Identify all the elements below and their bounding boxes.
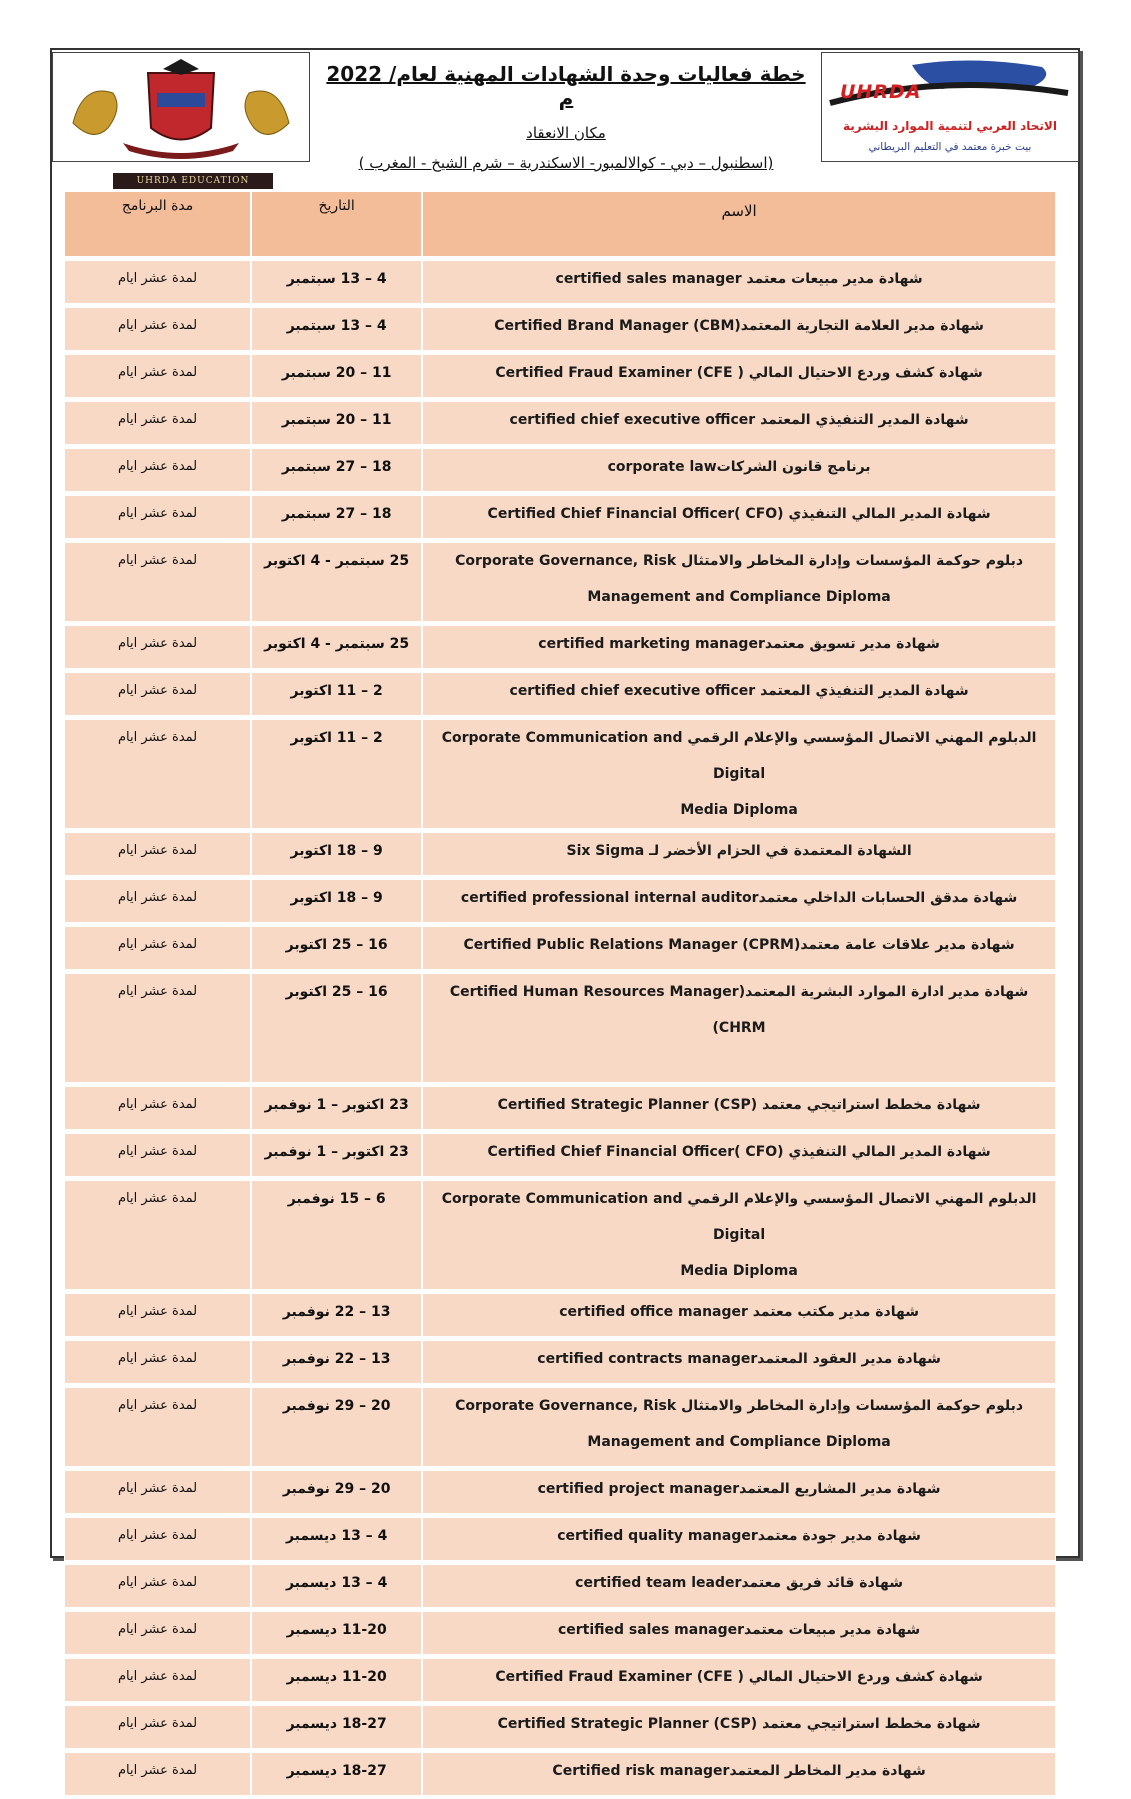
table-row <box>64 719 1056 829</box>
table-row <box>64 672 1056 716</box>
row-name-line: شهادة مخطط استراتيجي معتمد (Certified Strategic Planner (CSP <box>497 1716 981 1732</box>
table-row <box>64 1752 1056 1796</box>
row-name-line: شهادة المدير المالي التنفيذي (Certified Chief Financial Officer( CFO <box>487 506 991 522</box>
table-row <box>64 307 1056 351</box>
row-date: 23 اكتوبر – 1 نوفمبر <box>251 1133 422 1177</box>
row-duration: لمدة عشر ايام <box>64 401 251 445</box>
table-row <box>64 1658 1056 1702</box>
row-name <box>422 448 1056 492</box>
table-row <box>64 1387 1056 1467</box>
row-name <box>422 542 1056 622</box>
row-name-line: شهادة مدير مبيعات معتمدcertified sales manager <box>557 1622 921 1638</box>
row-duration: لمدة عشر ايام <box>64 448 251 492</box>
row-name-line: شهادة المدير التنفيذي المعتمد certified chief executive officer <box>509 412 969 428</box>
row-name <box>422 401 1056 445</box>
venue-list: (اسطنبول – دبي - كوالالمبور- الاسكندرية – شرم الشيخ - المغرب ) <box>358 154 774 172</box>
row-name-line: شهادة مدير ادارة الموارد البشرية المعتمد(Certified Human Resources Manager (CHRM <box>449 984 1029 1036</box>
row-duration: لمدة عشر ايام <box>64 1387 251 1467</box>
table-row <box>64 973 1056 1083</box>
org-name: الاتحاد العربي لتنمية الموارد البشرية <box>843 119 1057 133</box>
row-name <box>422 1658 1056 1702</box>
row-name-line: شهادة مدير المشاريع المعتمدcertified project manager <box>537 1481 941 1497</box>
row-date: 11-20 ديسمبر <box>251 1658 422 1702</box>
row-name <box>422 1086 1056 1130</box>
row-name-line: شهادة مدير العلامة التجارية المعتمد(Certified Brand Manager (CBM <box>494 318 984 334</box>
row-duration: لمدة عشر ايام <box>64 879 251 923</box>
row-name-line: شهادة المدير التنفيذي المعتمد certified chief executive officer <box>509 683 969 699</box>
row-date: 6 – 15 نوفمبر <box>251 1180 422 1290</box>
row-name <box>422 625 1056 669</box>
row-name-line: شهادة مدير مبيعات معتمد certified sales manager <box>555 271 923 287</box>
table-row <box>64 495 1056 539</box>
edu-label: UHRDA EDUCATION <box>113 173 273 189</box>
uhrda-wordmark: UHRDA <box>840 81 922 103</box>
row-name-line: الشهادة المعتمدة في الحزام الأخضر لـ Six Sigma <box>566 843 912 859</box>
crest-icon <box>53 53 309 161</box>
venue-label: مكان الانعقاد <box>526 124 606 142</box>
row-name-line: شهادة المدير المالي التنفيذي (Certified Chief Financial Officer( CFO <box>487 1144 991 1160</box>
row-date: 20 – 29 نوفمبر <box>251 1470 422 1514</box>
row-date: 18-27 ديسمبر <box>251 1705 422 1749</box>
row-name <box>422 1387 1056 1467</box>
table-row <box>64 542 1056 622</box>
table-row <box>64 1564 1056 1608</box>
row-duration: لمدة عشر ايام <box>64 672 251 716</box>
row-date: 20 – 29 نوفمبر <box>251 1387 422 1467</box>
row-duration: لمدة عشر ايام <box>64 1133 251 1177</box>
row-name <box>422 1180 1056 1290</box>
uhrda-logo <box>821 52 1079 162</box>
row-date: 11 – 20 سبتمبر <box>251 401 422 445</box>
row-date: 9 – 18 اكتوبر <box>251 879 422 923</box>
row-date: 11-20 ديسمبر <box>251 1611 422 1655</box>
row-duration: لمدة عشر ايام <box>64 625 251 669</box>
page-title: خطة فعاليات وحدة الشهادات المهنية لعام/ 2022 م <box>326 62 806 110</box>
row-name <box>422 672 1056 716</box>
table-row <box>64 1705 1056 1749</box>
row-name-line: شهادة مدقق الحسابات الداخلي معتمدcertified professional internal auditor <box>460 890 1018 906</box>
row-duration: لمدة عشر ايام <box>64 1086 251 1130</box>
row-name-line: شهادة كشف وردع الاحتيال المالي ( Certified Fraud Examiner (CFE <box>495 365 983 381</box>
row-duration: لمدة عشر ايام <box>64 1611 251 1655</box>
table-row <box>64 354 1056 398</box>
row-date: 13 – 22 نوفمبر <box>251 1340 422 1384</box>
row-duration: لمدة عشر ايام <box>64 495 251 539</box>
row-date: 13 – 22 نوفمبر <box>251 1293 422 1337</box>
row-name-line: دبلوم حوكمة المؤسسات وإدارة المخاطر والامتثال Corporate Governance, Risk <box>455 553 1024 569</box>
table-row <box>64 1180 1056 1290</box>
row-date: 4 – 13 ديسمبر <box>251 1564 422 1608</box>
row-name <box>422 1611 1056 1655</box>
table-row <box>64 1293 1056 1337</box>
row-duration: لمدة عشر ايام <box>64 1470 251 1514</box>
row-name <box>422 879 1056 923</box>
row-name <box>422 1705 1056 1749</box>
table-row <box>64 1611 1056 1655</box>
row-name-line: الدبلوم المهني الاتصال المؤسسي والإعلام الرقمي Corporate Communication and Digital <box>441 1191 1037 1243</box>
row-date: 9 – 18 اكتوبر <box>251 832 422 876</box>
row-duration: لمدة عشر ايام <box>64 832 251 876</box>
table-row <box>64 260 1056 304</box>
row-duration: لمدة عشر ايام <box>64 260 251 304</box>
row-date: 23 اكتوبر – 1 نوفمبر <box>251 1086 422 1130</box>
row-name <box>422 354 1056 398</box>
row-name <box>422 926 1056 970</box>
row-date: 4 – 13 ديسمبر <box>251 1517 422 1561</box>
row-duration: لمدة عشر ايام <box>64 1293 251 1337</box>
row-name <box>422 1340 1056 1384</box>
table-row <box>64 832 1056 876</box>
row-date: 25 سبتمبر - 4 اكتوبر <box>251 542 422 622</box>
table-row <box>64 1086 1056 1130</box>
table-row <box>64 448 1056 492</box>
row-name-line: شهادة كشف وردع الاحتيال المالي ( Certified Fraud Examiner (CFE <box>495 1669 983 1685</box>
row-name <box>422 1470 1056 1514</box>
header-text <box>318 58 814 172</box>
row-duration: لمدة عشر ايام <box>64 354 251 398</box>
row-date: 18 – 27 سبتمبر <box>251 495 422 539</box>
row-date: 2 – 11 اكتوبر <box>251 672 422 716</box>
row-name-line: شهادة قائد فريق معتمدcertified team leader <box>575 1575 903 1591</box>
row-name-line: شهادة مدير جودة معتمدcertified quality manager <box>557 1528 921 1544</box>
row-date: 4 – 13 سبتمبر <box>251 260 422 304</box>
header-date: التاريخ <box>251 191 422 257</box>
row-name <box>422 307 1056 351</box>
uhrda-education-logo <box>52 52 310 186</box>
row-duration: لمدة عشر ايام <box>64 926 251 970</box>
row-name-line-2: Management and Compliance Diploma <box>587 589 891 605</box>
row-duration: لمدة عشر ايام <box>64 1564 251 1608</box>
row-name <box>422 832 1056 876</box>
row-date: 16 – 25 اكتوبر <box>251 973 422 1083</box>
row-date: 25 سبتمبر - 4 اكتوبر <box>251 625 422 669</box>
row-name <box>422 719 1056 829</box>
table-row <box>64 625 1056 669</box>
row-name-line: برنامج قانون الشركاتcorporate law <box>607 459 871 475</box>
row-name <box>422 260 1056 304</box>
row-name <box>422 973 1056 1083</box>
row-duration: لمدة عشر ايام <box>64 1658 251 1702</box>
row-date: 2 – 11 اكتوبر <box>251 719 422 829</box>
row-name <box>422 1752 1056 1796</box>
row-duration: لمدة عشر ايام <box>64 1180 251 1290</box>
row-name <box>422 495 1056 539</box>
row-duration: لمدة عشر ايام <box>64 1340 251 1384</box>
table-row <box>64 1517 1056 1561</box>
row-name-line-2: Media Diploma <box>680 802 798 818</box>
row-name-line-2: Media Diploma <box>680 1263 798 1279</box>
table-header-row <box>64 191 1056 257</box>
row-name-line: شهادة مدير علاقات عامة معتمد(Certified Public Relations Manager (CPRM <box>463 937 1015 953</box>
table-row <box>64 1470 1056 1514</box>
header-name: الاسم <box>422 191 1056 257</box>
table-row <box>64 1340 1056 1384</box>
row-date: 11 – 20 سبتمبر <box>251 354 422 398</box>
org-subtitle: بيت خبرة معتمد في التعليم البريطاني <box>868 141 1032 153</box>
row-name-line-2: Management and Compliance Diploma <box>587 1434 891 1450</box>
row-name-line-2 <box>429 1046 1049 1082</box>
row-name-line: الدبلوم المهني الاتصال المؤسسي والإعلام الرقمي Corporate Communication and Digital <box>441 730 1037 782</box>
row-duration: لمدة عشر ايام <box>64 307 251 351</box>
events-table <box>64 188 1056 1799</box>
row-duration: لمدة عشر ايام <box>64 719 251 829</box>
table-row <box>64 879 1056 923</box>
table-row <box>64 1133 1056 1177</box>
row-name-line: شهادة مخطط استراتيجي معتمد (Certified Strategic Planner (CSP <box>497 1097 981 1113</box>
row-date: 18-27 ديسمبر <box>251 1752 422 1796</box>
row-duration: لمدة عشر ايام <box>64 1705 251 1749</box>
row-date: 16 – 25 اكتوبر <box>251 926 422 970</box>
row-name-line: شهادة مدير مكتب معتمد certified office manager <box>559 1304 919 1320</box>
table-row <box>64 926 1056 970</box>
table-row <box>64 401 1056 445</box>
row-date: 18 – 27 سبتمبر <box>251 448 422 492</box>
row-name-line: دبلوم حوكمة المؤسسات وإدارة المخاطر والامتثال Corporate Governance, Risk <box>455 1398 1024 1414</box>
row-name <box>422 1293 1056 1337</box>
row-name <box>422 1564 1056 1608</box>
row-name-line: شهادة مدير تسويق معتمدcertified marketing manager <box>538 636 940 652</box>
row-name <box>422 1133 1056 1177</box>
row-duration: لمدة عشر ايام <box>64 542 251 622</box>
row-duration: لمدة عشر ايام <box>64 1752 251 1796</box>
row-name-line: شهادة مدير المخاطر المعتمدCertified risk manager <box>552 1763 926 1779</box>
header-duration: مدة البرنامج <box>64 191 251 257</box>
row-duration: لمدة عشر ايام <box>64 973 251 1083</box>
row-date: 4 – 13 سبتمبر <box>251 307 422 351</box>
row-name-line: شهادة مدير العقود المعتمدcertified contracts manager <box>537 1351 941 1367</box>
row-duration: لمدة عشر ايام <box>64 1517 251 1561</box>
table-body <box>64 260 1056 1796</box>
row-name <box>422 1517 1056 1561</box>
